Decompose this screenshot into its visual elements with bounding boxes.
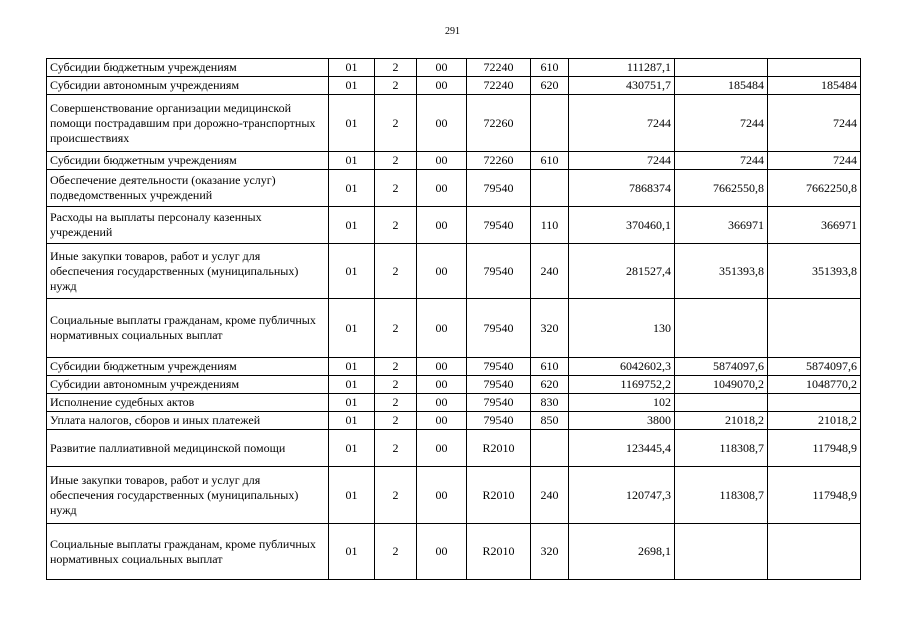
row-program-cell: 2: [375, 152, 417, 170]
row-amount-year1-cell: 102: [569, 394, 675, 412]
row-name-cell: Социальные выплаты гражданам, кроме публичных нормативных социальных выплат: [47, 524, 329, 580]
row-name-cell: Обеспечение деятельности (оказание услуг) подведомственных учреждений: [47, 170, 329, 207]
row-section-cell: 01: [329, 170, 375, 207]
row-amount-year3-cell: 7662250,8: [768, 170, 861, 207]
row-amount-year3-cell: 185484: [768, 77, 861, 95]
budget-table: [46, 58, 861, 580]
row-amount-year1-cell: 7244: [569, 152, 675, 170]
row-program-cell: 2: [375, 95, 417, 152]
row-section-cell: 01: [329, 59, 375, 77]
row-program-cell: 2: [375, 467, 417, 524]
row-subprogram-cell: 00: [417, 152, 467, 170]
row-section-cell: 01: [329, 524, 375, 580]
row-name-cell: Субсидии бюджетным учреждениям: [47, 152, 329, 170]
row-name-cell: Иные закупки товаров, работ и услуг для обеспечения государственных (муниципальных) нужд: [47, 244, 329, 299]
row-direction-code-cell: 79540: [467, 412, 531, 430]
row-program-cell: 2: [375, 170, 417, 207]
row-subprogram-cell: 00: [417, 376, 467, 394]
row-direction-code-cell: 72260: [467, 95, 531, 152]
row-amount-year2-cell: [675, 394, 768, 412]
row-expense-type-cell: 320: [531, 299, 569, 358]
row-direction-code-cell: 79540: [467, 170, 531, 207]
row-amount-year2-cell: 118308,7: [675, 467, 768, 524]
row-program-cell: 2: [375, 299, 417, 358]
row-amount-year2-cell: 1049070,2: [675, 376, 768, 394]
row-section-cell: 01: [329, 152, 375, 170]
row-expense-type-cell: 110: [531, 207, 569, 244]
row-subprogram-cell: 00: [417, 412, 467, 430]
table-row: [47, 299, 861, 358]
row-name-cell: Социальные выплаты гражданам, кроме публичных нормативных социальных выплат: [47, 299, 329, 358]
row-name-cell: Совершенствование организации медицинской помощи пострадавшим при дорожно-транспортных происшествиях: [47, 95, 329, 152]
row-amount-year2-cell: 118308,7: [675, 430, 768, 467]
row-amount-year3-cell: 117948,9: [768, 467, 861, 524]
row-amount-year3-cell: [768, 394, 861, 412]
row-name-cell: Субсидии бюджетным учреждениям: [47, 358, 329, 376]
row-subprogram-cell: 00: [417, 394, 467, 412]
row-subprogram-cell: 00: [417, 207, 467, 244]
row-direction-code-cell: 79540: [467, 376, 531, 394]
row-amount-year1-cell: 1169752,2: [569, 376, 675, 394]
table-row: [47, 95, 861, 152]
row-amount-year1-cell: 130: [569, 299, 675, 358]
table-row: [47, 59, 861, 77]
row-subprogram-cell: 00: [417, 430, 467, 467]
row-direction-code-cell: 79540: [467, 299, 531, 358]
page-number: 291: [445, 26, 460, 37]
row-amount-year3-cell: [768, 299, 861, 358]
row-subprogram-cell: 00: [417, 467, 467, 524]
row-program-cell: 2: [375, 207, 417, 244]
row-section-cell: 01: [329, 394, 375, 412]
row-amount-year3-cell: [768, 59, 861, 77]
row-section-cell: 01: [329, 430, 375, 467]
row-amount-year2-cell: 7244: [675, 152, 768, 170]
row-amount-year2-cell: [675, 524, 768, 580]
table-row: [47, 524, 861, 580]
row-subprogram-cell: 00: [417, 524, 467, 580]
row-direction-code-cell: 72240: [467, 77, 531, 95]
row-subprogram-cell: 00: [417, 299, 467, 358]
table-row: [47, 412, 861, 430]
row-expense-type-cell: 620: [531, 376, 569, 394]
row-expense-type-cell: 850: [531, 412, 569, 430]
row-section-cell: 01: [329, 95, 375, 152]
row-amount-year1-cell: 120747,3: [569, 467, 675, 524]
row-name-cell: Субсидии автономным учреждениям: [47, 376, 329, 394]
table-row: [47, 358, 861, 376]
row-direction-code-cell: 72240: [467, 59, 531, 77]
row-expense-type-cell: 320: [531, 524, 569, 580]
table-row: [47, 376, 861, 394]
row-expense-type-cell: [531, 95, 569, 152]
row-expense-type-cell: 620: [531, 77, 569, 95]
row-amount-year1-cell: 3800: [569, 412, 675, 430]
row-program-cell: 2: [375, 430, 417, 467]
row-amount-year2-cell: 21018,2: [675, 412, 768, 430]
row-expense-type-cell: [531, 170, 569, 207]
row-name-cell: Развитие паллиативной медицинской помощи: [47, 430, 329, 467]
row-name-cell: Субсидии автономным учреждениям: [47, 77, 329, 95]
row-amount-year1-cell: 2698,1: [569, 524, 675, 580]
row-direction-code-cell: R2010: [467, 467, 531, 524]
row-program-cell: 2: [375, 244, 417, 299]
row-program-cell: 2: [375, 376, 417, 394]
budget-table-body: [47, 59, 861, 580]
row-amount-year3-cell: 117948,9: [768, 430, 861, 467]
row-amount-year2-cell: 366971: [675, 207, 768, 244]
row-amount-year2-cell: [675, 299, 768, 358]
row-program-cell: 2: [375, 59, 417, 77]
row-amount-year2-cell: 7244: [675, 95, 768, 152]
table-row: [47, 152, 861, 170]
row-section-cell: 01: [329, 467, 375, 524]
row-name-cell: Исполнение судебных актов: [47, 394, 329, 412]
row-amount-year1-cell: 6042602,3: [569, 358, 675, 376]
row-amount-year3-cell: 7244: [768, 95, 861, 152]
row-direction-code-cell: 79540: [467, 358, 531, 376]
row-name-cell: Субсидии бюджетным учреждениям: [47, 59, 329, 77]
row-amount-year1-cell: 7868374: [569, 170, 675, 207]
table-row: [47, 170, 861, 207]
row-section-cell: 01: [329, 77, 375, 95]
row-section-cell: 01: [329, 358, 375, 376]
table-row: [47, 430, 861, 467]
row-direction-code-cell: 79540: [467, 207, 531, 244]
row-subprogram-cell: 00: [417, 77, 467, 95]
row-expense-type-cell: 610: [531, 358, 569, 376]
row-amount-year2-cell: [675, 59, 768, 77]
row-amount-year1-cell: 7244: [569, 95, 675, 152]
table-row: [47, 77, 861, 95]
row-subprogram-cell: 00: [417, 95, 467, 152]
row-subprogram-cell: 00: [417, 358, 467, 376]
row-amount-year1-cell: 123445,4: [569, 430, 675, 467]
table-row: [47, 244, 861, 299]
row-program-cell: 2: [375, 77, 417, 95]
row-amount-year3-cell: 7244: [768, 152, 861, 170]
row-name-cell: Уплата налогов, сборов и иных платежей: [47, 412, 329, 430]
row-amount-year3-cell: [768, 524, 861, 580]
row-expense-type-cell: 240: [531, 467, 569, 524]
row-expense-type-cell: [531, 430, 569, 467]
row-subprogram-cell: 00: [417, 59, 467, 77]
row-program-cell: 2: [375, 394, 417, 412]
table-row: [47, 467, 861, 524]
row-subprogram-cell: 00: [417, 244, 467, 299]
row-expense-type-cell: 830: [531, 394, 569, 412]
row-direction-code-cell: R2010: [467, 430, 531, 467]
row-amount-year3-cell: 5874097,6: [768, 358, 861, 376]
row-amount-year2-cell: 5874097,6: [675, 358, 768, 376]
row-subprogram-cell: 00: [417, 170, 467, 207]
row-amount-year1-cell: 281527,4: [569, 244, 675, 299]
table-row: [47, 394, 861, 412]
row-section-cell: 01: [329, 299, 375, 358]
row-section-cell: 01: [329, 376, 375, 394]
row-amount-year2-cell: 7662550,8: [675, 170, 768, 207]
row-section-cell: 01: [329, 412, 375, 430]
row-name-cell: Расходы на выплаты персоналу казенных учреждений: [47, 207, 329, 244]
row-amount-year3-cell: 1048770,2: [768, 376, 861, 394]
row-program-cell: 2: [375, 524, 417, 580]
row-expense-type-cell: 240: [531, 244, 569, 299]
row-amount-year3-cell: 366971: [768, 207, 861, 244]
row-expense-type-cell: 610: [531, 152, 569, 170]
row-direction-code-cell: 79540: [467, 394, 531, 412]
row-amount-year1-cell: 370460,1: [569, 207, 675, 244]
row-direction-code-cell: 72260: [467, 152, 531, 170]
row-amount-year2-cell: 351393,8: [675, 244, 768, 299]
row-expense-type-cell: 610: [531, 59, 569, 77]
row-section-cell: 01: [329, 207, 375, 244]
row-name-cell: Иные закупки товаров, работ и услуг для обеспечения государственных (муниципальных) нужд: [47, 467, 329, 524]
table-row: [47, 207, 861, 244]
row-amount-year1-cell: 111287,1: [569, 59, 675, 77]
row-program-cell: 2: [375, 358, 417, 376]
row-direction-code-cell: R2010: [467, 524, 531, 580]
row-direction-code-cell: 79540: [467, 244, 531, 299]
row-program-cell: 2: [375, 412, 417, 430]
row-section-cell: 01: [329, 244, 375, 299]
row-amount-year2-cell: 185484: [675, 77, 768, 95]
row-amount-year3-cell: 351393,8: [768, 244, 861, 299]
row-amount-year3-cell: 21018,2: [768, 412, 861, 430]
row-amount-year1-cell: 430751,7: [569, 77, 675, 95]
